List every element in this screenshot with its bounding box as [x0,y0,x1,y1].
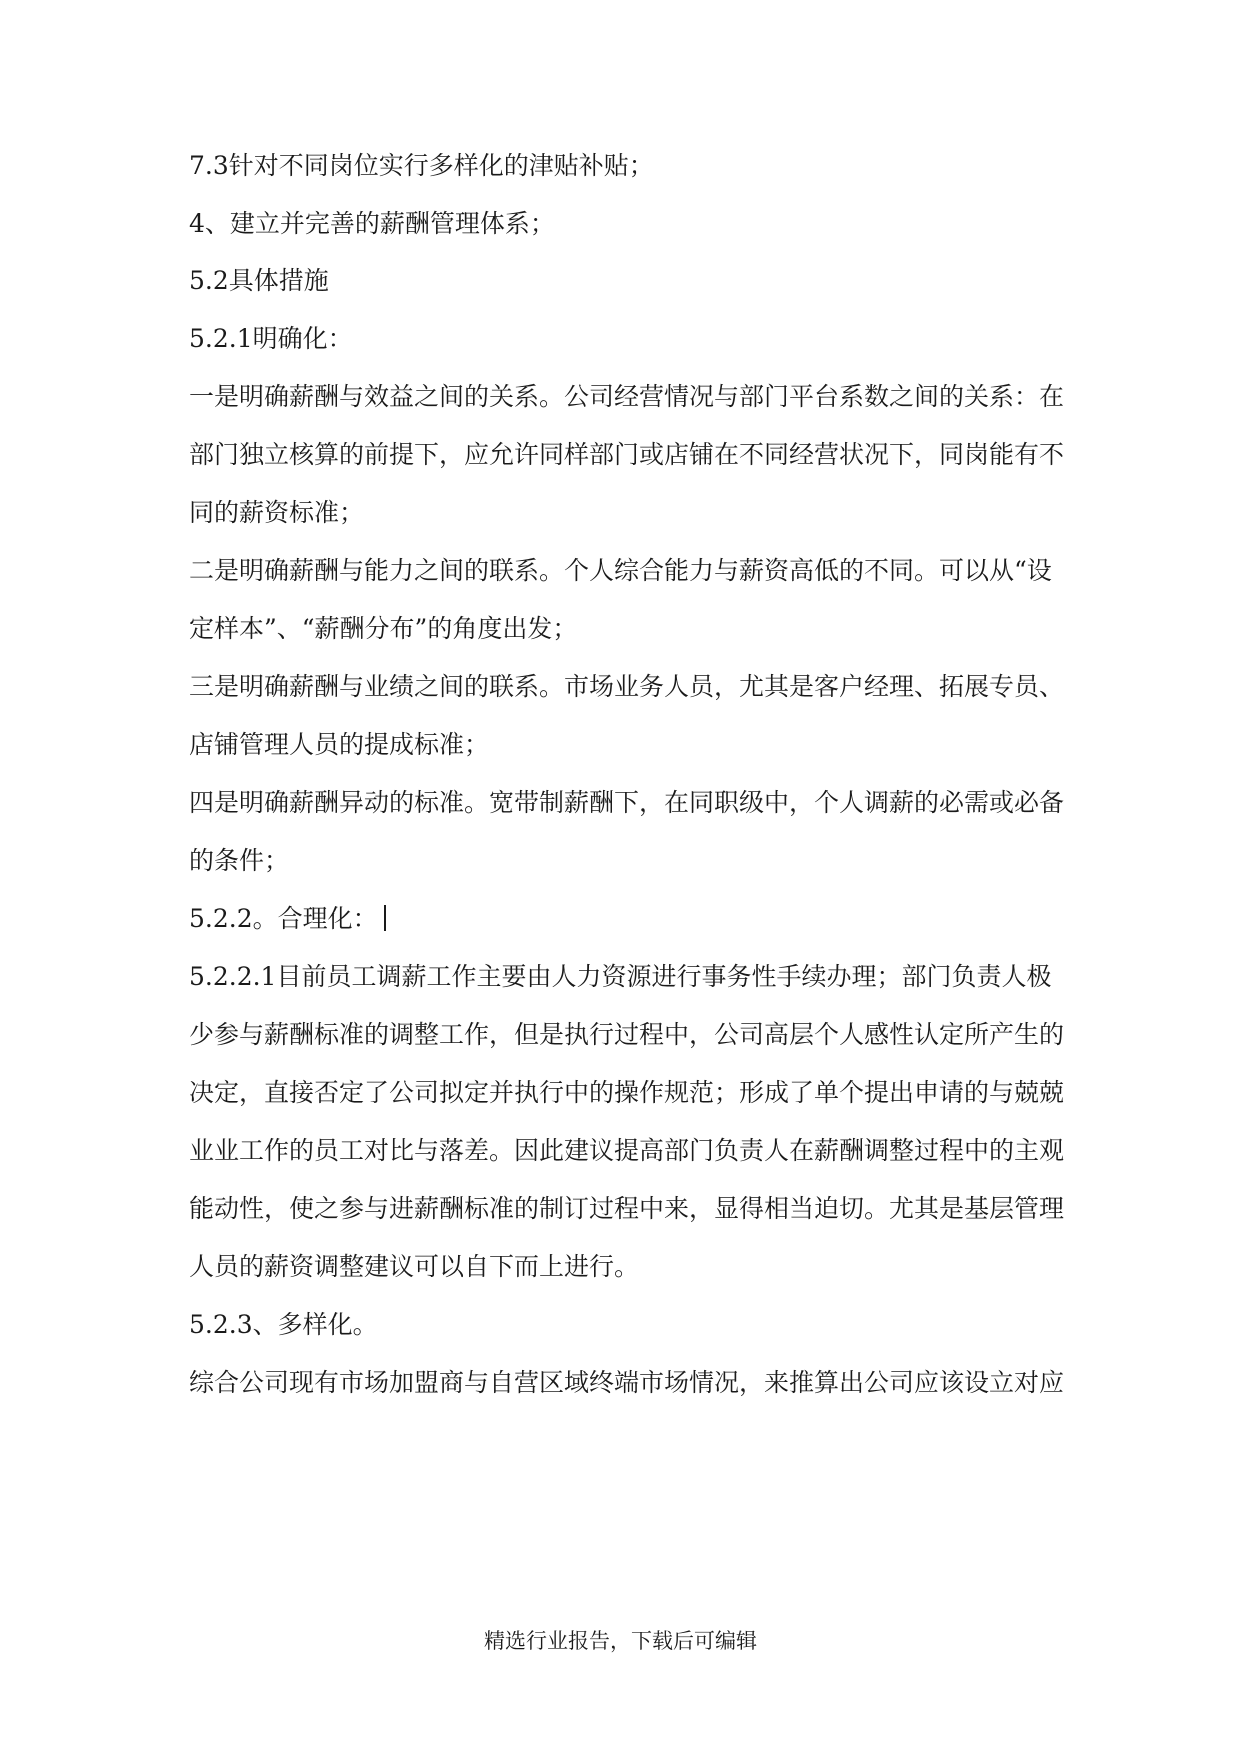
text-line: 5.2.1明确化： [189,324,353,353]
text-line: 能动性，使之参与进薪酬标准的制订过程中来，显得相当迫切。尤其是基层管理 [189,1194,1065,1223]
text-line: 二是明确薪酬与能力之间的联系。个人综合能力与薪资高低的不同。可以从“设 [189,556,1052,585]
text-cursor [384,905,386,931]
text-line: 定样本”、“薪酬分布”的角度出发； [189,614,578,643]
text-line-with-cursor[interactable] [189,902,1069,936]
text-line: 的条件； [189,846,290,875]
text-line: 决定，直接否定了公司拟定并执行中的操作规范；形成了单个提出申请的与兢兢 [189,1078,1065,1107]
text-line: 5.2.3、多样化。 [189,1310,378,1339]
text-line: 店铺管理人员的提成标准； [189,730,490,759]
text-line: 人员的薪资调整建议可以自下而上进行。 [189,1252,640,1281]
text-line: 综合公司现有市场加盟商与自营区域终端市场情况，来推算出公司应该设立对应 [189,1368,1065,1397]
text-line: 业业工作的员工对比与落差。因此建议提高部门负责人在薪酬调整过程中的主观 [189,1136,1065,1165]
page-footer: 精选行业报告，下载后可编辑 [484,1629,757,1653]
text-line: 5.2.2。合理化： [189,904,378,933]
text-line: 一是明确薪酬与效益之间的关系。公司经营情况与部门平台系数之间的关系：在 [189,382,1065,411]
text-line: 三是明确薪酬与业绩之间的联系。市场业务人员，尤其是客户经理、拓展专员、 [189,672,1065,701]
text-line: 四是明确薪酬异动的标准。宽带制薪酬下，在同职级中，个人调薪的必需或必备 [189,788,1065,817]
text-line: 4、建立并完善的薪酬管理体系； [189,209,555,238]
text-line: 部门独立核算的前提下，应允许同样部门或店铺在不同经营状况下，同岗能有不 [189,440,1065,469]
text-line: 同的薪资标准； [189,498,365,527]
text-line: 5.2具体措施 [189,266,329,295]
text-line: 5.2.2.1目前员工调薪工作主要由人力资源进行事务性手续办理；部门负责人极 [189,962,1052,991]
text-line: 7.3针对不同岗位实行多样化的津贴补贴； [189,151,654,180]
text-line: 少参与薪酬标准的调整工作，但是执行过程中，公司高层个人感性认定所产生的 [189,1020,1065,1049]
